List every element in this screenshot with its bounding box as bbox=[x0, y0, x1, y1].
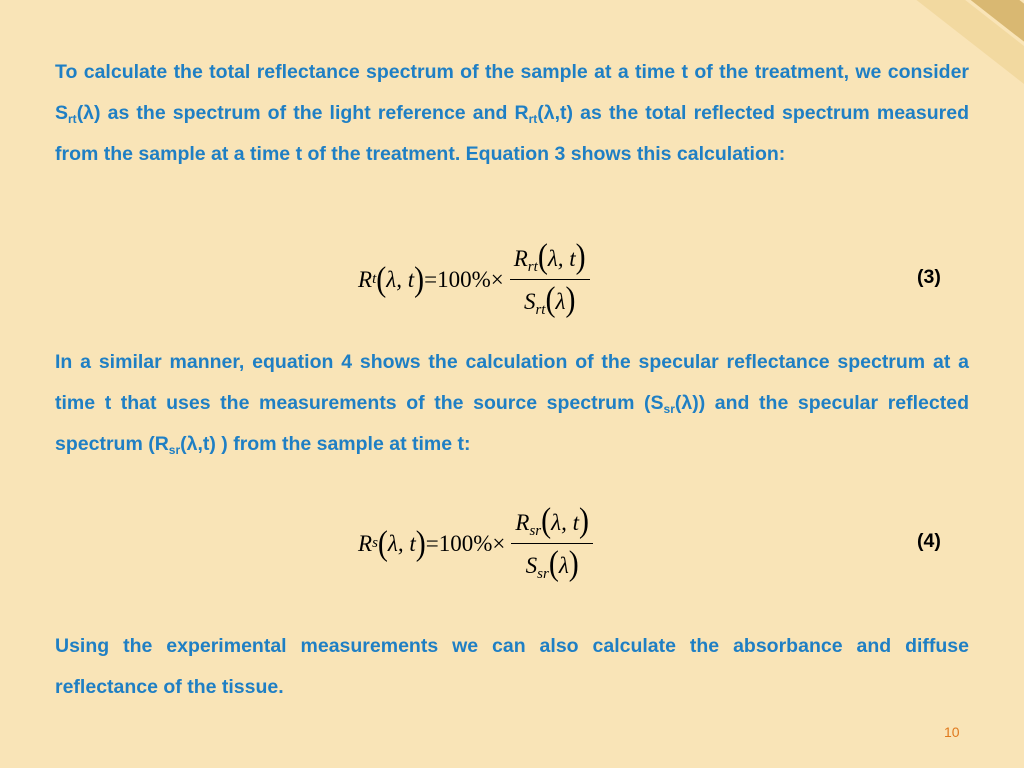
eq3-den-symbol: S bbox=[523, 289, 536, 314]
eq4-num-symbol: R bbox=[515, 510, 530, 535]
eq4-num-subscript: sr bbox=[529, 523, 542, 539]
eq3-fraction bbox=[510, 237, 590, 319]
paragraph2-text-1: In a similar manner, equation 4 shows the calculation of the specular reflectance spectrum at a time t that uses the measurements of the source spectrum (S bbox=[55, 351, 969, 414]
equation-4-label: (4) bbox=[917, 530, 941, 552]
paragraph2-subscript-2: sr bbox=[168, 443, 181, 457]
eq4-lhs-close-paren: ) bbox=[415, 523, 426, 562]
equation-3-label: (3) bbox=[917, 266, 941, 288]
eq3-percent: 100% bbox=[437, 266, 491, 292]
paragraph-absorbance: Using the experimental measurements we can also calculate the absorbance and diffuse reflectance of the tissue. bbox=[55, 635, 969, 698]
paragraph1-text-3: (λ,t) as the total reflected spectrum measured from the sample at a time t of the treatment. Equation 3 shows this calculation: bbox=[55, 102, 969, 165]
eq3-num-close-paren: ) bbox=[575, 237, 586, 276]
paragraph1-subscript-2: rt bbox=[528, 112, 538, 126]
paragraph1-text-2: (λ) as the spectrum of the light reference and R bbox=[76, 102, 529, 124]
eq4-denominator bbox=[522, 544, 583, 583]
page-number: 10 bbox=[944, 724, 960, 740]
eq4-num-open-paren: ( bbox=[541, 501, 552, 540]
eq4-fraction bbox=[511, 501, 593, 583]
eq3-num-subscript: rt bbox=[527, 259, 538, 275]
eq3-numerator bbox=[510, 237, 590, 280]
eq3-den-close-paren: ) bbox=[565, 280, 576, 319]
equation-4 bbox=[358, 501, 593, 583]
paragraph2-text-2: (λ)) and the specular reflected spectrum (R bbox=[55, 392, 969, 455]
eq4-lhs-subscript: s bbox=[372, 535, 378, 551]
eq4-lhs-args: λ, t bbox=[387, 530, 416, 556]
paragraph2-text-3: (λ,t) ) from the sample at time t: bbox=[180, 433, 471, 455]
equation-3 bbox=[358, 237, 590, 319]
eq3-num-symbol: R bbox=[513, 246, 528, 271]
eq3-lhs-open-paren: ( bbox=[376, 259, 387, 298]
eq3-num-args: λ, t bbox=[547, 246, 576, 271]
eq4-equals: = bbox=[425, 530, 439, 556]
eq3-equals: = bbox=[424, 266, 438, 292]
eq3-lhs-subscript: t bbox=[372, 271, 377, 287]
eq3-lhs-symbol: R bbox=[358, 266, 373, 292]
eq3-den-subscript: rt bbox=[535, 302, 546, 318]
eq3-den-open-paren: ( bbox=[545, 280, 556, 319]
eq4-den-open-paren: ( bbox=[548, 544, 559, 583]
eq4-num-args: λ, t bbox=[551, 510, 580, 535]
eq3-denominator bbox=[520, 280, 579, 319]
eq3-num-open-paren: ( bbox=[537, 237, 548, 276]
eq4-den-close-paren: ) bbox=[568, 544, 579, 583]
eq4-lhs-open-paren: ( bbox=[377, 523, 388, 562]
eq4-den-symbol: S bbox=[525, 553, 538, 578]
eq4-times: × bbox=[492, 530, 506, 556]
paragraph1-subscript-1: rt bbox=[68, 112, 77, 126]
paragraph2-subscript-1: sr bbox=[663, 402, 675, 416]
paragraph-specular-reflectance bbox=[55, 342, 969, 465]
eq4-num-close-paren: ) bbox=[579, 501, 590, 540]
eq4-percent: 100% bbox=[438, 530, 493, 556]
paragraph1-text-1: To calculate the total reflectance spectrum of the sample at a time t of the treatment, we consider S bbox=[55, 61, 969, 124]
eq4-lhs-symbol: R bbox=[358, 530, 373, 556]
equation-4-lhs bbox=[358, 523, 506, 562]
paragraph-total-reflectance bbox=[55, 52, 969, 175]
eq3-times: × bbox=[490, 266, 504, 292]
eq4-den-subscript: sr bbox=[537, 566, 549, 582]
eq4-numerator bbox=[511, 501, 593, 544]
eq3-lhs-args: λ, t bbox=[386, 266, 415, 292]
eq4-den-args: λ bbox=[558, 553, 569, 578]
equation-3-lhs bbox=[358, 259, 504, 298]
eq3-den-args: λ bbox=[555, 289, 566, 314]
eq3-lhs-close-paren: ) bbox=[414, 259, 425, 298]
